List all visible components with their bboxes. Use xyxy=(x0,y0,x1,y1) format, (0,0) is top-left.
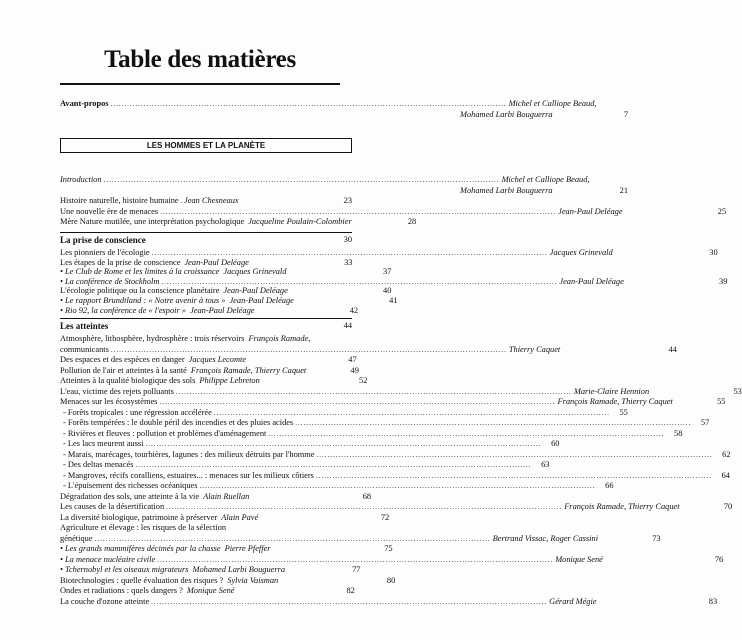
entry-author: Jacques Grinevald xyxy=(549,248,613,257)
entry-title: - Des deltas menacés xyxy=(63,460,134,469)
leader-dots xyxy=(160,208,556,217)
heading-title: La prise de conscience xyxy=(60,235,146,245)
entry-author: Gérard Mégie xyxy=(549,596,597,606)
entry-page: 55 xyxy=(717,397,726,406)
entry-page: 64 xyxy=(721,470,730,480)
entry-author: Thierry Caquet xyxy=(508,344,561,354)
entry-title: L'écologie politique ou la conscience planétaire xyxy=(60,286,220,296)
section-rule xyxy=(60,318,352,319)
heading-page: 30 xyxy=(343,235,352,244)
entry-author: Jacques Grinevald xyxy=(223,267,287,277)
entry-title: Les causes de la désertification xyxy=(60,502,165,511)
entry-author: Mohamed Larbi Bouguerra xyxy=(460,185,553,195)
toc-entry xyxy=(60,196,352,206)
entry-title: Des espaces et des espèces en danger xyxy=(60,355,185,364)
entry-page: 23 xyxy=(343,196,352,206)
entry-page: 68 xyxy=(362,491,372,501)
entry-author: Jean-Paul Deléage xyxy=(223,286,288,296)
entry-author: Jacqueline Poulain-Colombier xyxy=(248,217,352,227)
entry-title: - Les lacs meurent aussi xyxy=(63,439,144,448)
entry-title: Dégradation des sols, une atteinte à la vie xyxy=(60,491,200,501)
leader-dots xyxy=(151,598,547,607)
entry-title: • Tchernobyl et les oiseaux migrateurs xyxy=(60,565,189,574)
leader-dots xyxy=(104,176,500,185)
entry-title: Introduction xyxy=(60,175,102,184)
leader-dots xyxy=(111,346,507,355)
toc-entry xyxy=(60,575,396,586)
leader-dots xyxy=(317,451,713,460)
entry-author: Philippe Lebreton xyxy=(199,376,260,385)
entry-title: Pollution de l'air et atteintes à la santé xyxy=(60,365,187,375)
toc-entry xyxy=(60,460,550,470)
entry-author: Alain Ruellan xyxy=(203,491,250,501)
entry-page: 44 xyxy=(668,344,677,354)
entry-author: Pierre Pfeffer xyxy=(224,544,271,553)
section-title-box: LES HOMMES ET LA PLANÈTE xyxy=(60,138,352,153)
entry-page: 28 xyxy=(407,217,417,227)
toc-entry xyxy=(60,365,359,376)
toc-entry-avant-propos-cont xyxy=(60,110,628,120)
leader-dots xyxy=(316,472,712,481)
leader-dots xyxy=(157,556,553,565)
entry-title: Agriculture et élevage : les risques de la sélection xyxy=(60,523,227,532)
entry-author: Monique Sené xyxy=(186,586,235,595)
entry-page: 76 xyxy=(714,554,724,564)
heading-page: 44 xyxy=(343,321,352,330)
entry-title: - Mangroves, récifs coralliens, estuaires... : menaces sur les milieux côtiers xyxy=(63,470,314,480)
toc-entry xyxy=(60,344,677,355)
entry-title: Atmosphère, lithosphère, hydrosphère : trois réservoirs xyxy=(60,334,245,343)
entry-page: 77 xyxy=(352,565,361,574)
toc-entry xyxy=(60,502,733,512)
entry-author: Jean-Paul Deléage xyxy=(229,296,294,305)
entry-author: Jean-Paul Deléage xyxy=(190,305,255,315)
entry-page: 52 xyxy=(359,376,368,385)
entry-page: 47 xyxy=(348,355,357,364)
entry-page: 55 xyxy=(619,407,628,417)
entry-author: François Ramade, Thierry Caquet xyxy=(564,502,680,511)
entry-page: 39 xyxy=(719,276,728,286)
entry-title: Les étapes de la prise de conscience xyxy=(60,257,181,267)
entry-title: Ondes et radiations : quels dangers ? xyxy=(60,586,183,595)
entry-page: 62 xyxy=(722,449,731,459)
leader-dots xyxy=(111,100,507,109)
toc-entry xyxy=(60,533,661,544)
entry-title: • La menace nucléaire civile xyxy=(60,554,156,564)
entry-page: 66 xyxy=(605,481,614,490)
entry-author: Alain Pavé xyxy=(221,512,259,522)
leader-dots xyxy=(95,535,491,544)
entry-page: 42 xyxy=(349,305,359,315)
leader-dots xyxy=(166,503,562,512)
toc-entry xyxy=(60,175,590,185)
entry-page: 53 xyxy=(733,386,742,396)
entry-author: François Ramade, Thierry Caquet xyxy=(557,397,673,406)
entry-title: • Le Club de Rome et les limites à la croissance xyxy=(60,267,220,277)
toc-entry xyxy=(60,206,727,217)
toc-entry xyxy=(60,491,372,502)
entry-title: Une nouvelle ère de menaces xyxy=(60,206,159,216)
toc-entry xyxy=(60,376,368,386)
toc-entry xyxy=(60,565,361,575)
heading-title: Les atteintes xyxy=(60,321,109,331)
entry-author: Marie-Claire Hennion xyxy=(573,386,650,396)
entry-page: 63 xyxy=(541,460,550,469)
toc-entry xyxy=(60,386,742,397)
entry-author: Mohamed Larbi Bouguerra xyxy=(192,565,286,574)
toc-entry xyxy=(60,397,726,407)
toc-entry xyxy=(60,185,628,196)
title-rule xyxy=(60,83,340,85)
entry-title: • Le rapport Brundtland : « Notre avenir à tous » xyxy=(60,296,226,305)
entry-author: Jacques Lecomte xyxy=(188,355,247,364)
leader-dots xyxy=(268,430,664,439)
entry-title: Biotechnologies : quelle évaluation des risques ? xyxy=(60,575,224,585)
entry-page: 83 xyxy=(708,596,718,606)
toc-entry-avant-propos xyxy=(60,99,597,109)
toc-entry xyxy=(60,217,417,227)
entry-author: Jean-Paul Deléage xyxy=(558,206,623,216)
entry-title: Atteintes à la qualité biologique des sols xyxy=(60,376,196,385)
entry-title: Avant-propos xyxy=(60,99,109,108)
entry-author: François Ramade, xyxy=(248,334,311,343)
entry-page: 41 xyxy=(389,296,398,305)
toc-entry xyxy=(60,407,628,418)
entry-page: 40 xyxy=(383,286,392,296)
page-title: Table des matières xyxy=(104,46,296,73)
toc-entry xyxy=(60,554,724,565)
entry-page: 72 xyxy=(380,512,390,522)
entry-title: Histoire naturelle, histoire humaine xyxy=(60,196,179,206)
section-heading-atteintes xyxy=(60,321,352,331)
entry-title: La diversité biologique, patrimoine à préserver xyxy=(60,512,218,522)
leader-dots xyxy=(181,197,182,206)
toc-entry xyxy=(60,355,357,365)
entry-page: 21 xyxy=(619,185,628,195)
entry-title: - L'épuisement des richesses océaniques xyxy=(63,481,198,490)
toc-entry xyxy=(60,334,352,344)
toc-entry xyxy=(60,305,359,316)
entry-page: 25 xyxy=(717,206,727,216)
toc-entry xyxy=(60,449,731,460)
entry-title: • Les grands mammifères décimés par la chasse xyxy=(60,544,221,553)
entry-page: 75 xyxy=(384,544,393,553)
entry-author: Mohamed Larbi Bouguerra xyxy=(460,110,553,119)
toc-entry xyxy=(60,512,390,523)
entry-author: Jean-Paul Deléage xyxy=(559,276,624,286)
entry-author: Michel et Calliope Beaud, xyxy=(501,175,590,184)
leader-dots xyxy=(214,409,610,418)
entry-page: 7 xyxy=(623,110,628,119)
toc-entry xyxy=(60,428,683,439)
toc-entry xyxy=(60,418,710,428)
entry-page: 80 xyxy=(386,575,396,585)
entry-title: • Rio 92, la conférence de « l'espoir » xyxy=(60,305,187,315)
entry-title: Menaces sur les écosystèmes xyxy=(60,397,158,406)
entry-author: Michel et Calliope Beaud, xyxy=(508,99,597,108)
leader-dots xyxy=(145,440,541,449)
entry-title: Mère Nature mutilée, une interprétation psychologique xyxy=(60,217,245,227)
entry-author: Sylvia Vaisman xyxy=(227,575,279,585)
entry-title: - Forêts tropicales : une régression accélérée xyxy=(63,407,212,417)
entry-page: 49 xyxy=(350,365,359,375)
entry-title: • La conférence de Stockholm xyxy=(60,276,160,286)
entry-title: La couche d'ozone atteinte xyxy=(60,596,150,606)
entry-title: - Rivières et fleuves : pollution et problèmes d'aménagement xyxy=(63,428,267,438)
leader-dots xyxy=(135,461,531,470)
entry-title: - Marais, marécages, tourbières, lagunes : des milieux détruits par l'homme xyxy=(63,449,315,459)
entry-page: 37 xyxy=(383,267,392,277)
entry-page: 57 xyxy=(700,418,710,427)
entry-page: 30 xyxy=(709,248,718,257)
entry-title: L'eau, victime des rejets polluants xyxy=(60,386,174,396)
entry-page: 73 xyxy=(652,533,661,543)
entry-author: Jean Chesneaux xyxy=(184,196,239,206)
entry-page: 60 xyxy=(551,439,560,448)
entry-page: 70 xyxy=(723,502,733,511)
toc-entry xyxy=(60,523,352,532)
entry-title: communicants xyxy=(60,344,109,354)
entry-page: 82 xyxy=(346,586,355,595)
toc-entry xyxy=(60,470,730,481)
toc-entry xyxy=(60,544,393,554)
entry-page: 33 xyxy=(344,257,353,267)
toc-entry xyxy=(60,481,614,491)
entry-title: génétique xyxy=(60,533,93,543)
entry-author: Monique Sené xyxy=(555,554,603,564)
entry-title: Les pionniers de l'écologie xyxy=(60,248,150,257)
entry-page: 58 xyxy=(674,428,683,438)
entry-author: François Ramade, Thierry Caquet xyxy=(190,365,307,375)
toc-entry xyxy=(60,586,355,596)
section-rule xyxy=(60,232,352,233)
leader-dots xyxy=(176,388,572,397)
leader-dots xyxy=(159,398,555,407)
leader-dots xyxy=(295,419,691,428)
toc-entry xyxy=(60,439,560,449)
entry-author: Bertrand Vissac, Roger Cassini xyxy=(492,533,599,543)
section-heading-prise xyxy=(60,235,352,245)
entry-title: - Forêts tempérées : le double péril des incendies et des pluies acides xyxy=(63,418,294,427)
entry-author: Jean-Paul Deléage xyxy=(184,257,249,267)
toc-entry xyxy=(60,596,718,607)
leader-dots xyxy=(200,482,596,491)
